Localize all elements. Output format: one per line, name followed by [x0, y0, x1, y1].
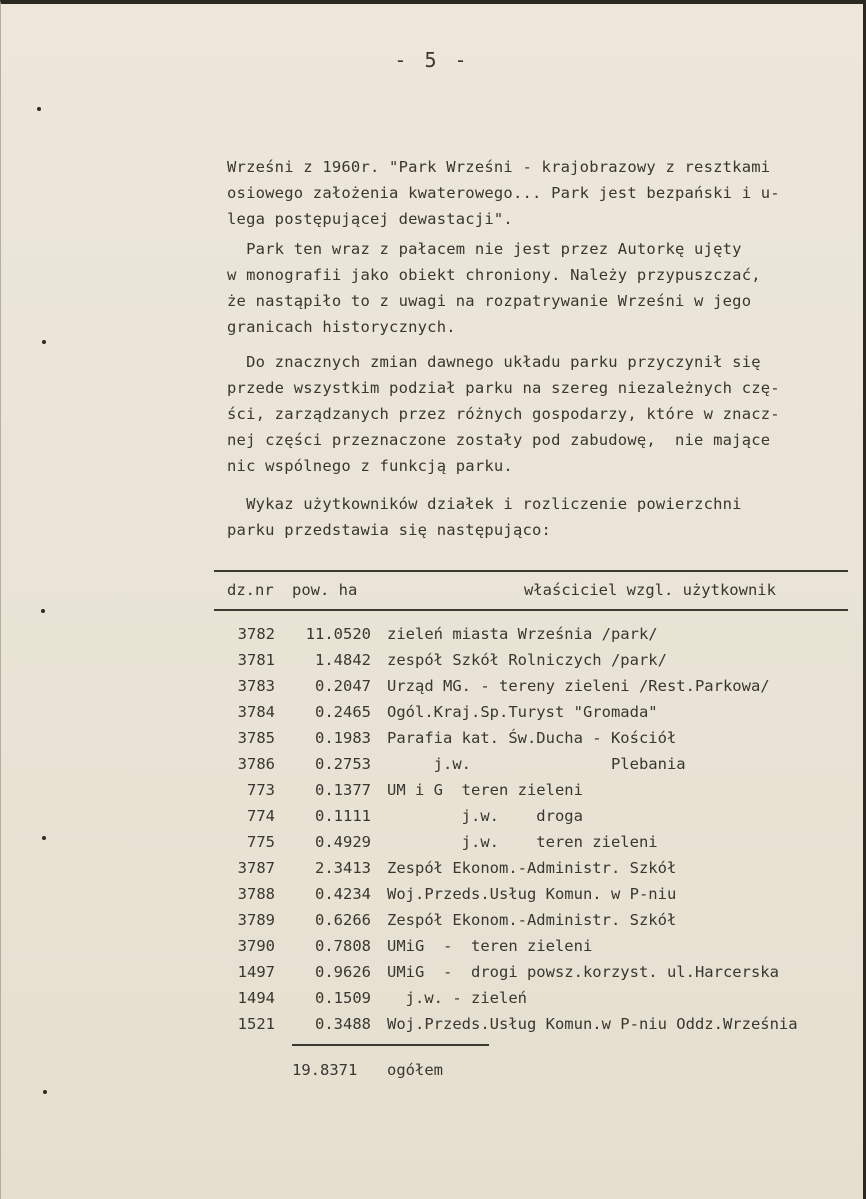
- punch-mark: [42, 340, 46, 344]
- plot-area: 0.1111: [315, 807, 371, 825]
- plot-number: 775: [247, 833, 275, 851]
- paragraph-2: Park ten wraz z pałacem nie jest przez Autorkę ujęty w monografii jako obiekt chroniony. Należy przypuszczać, że nastąpiło to z uwagi na rozpatrywanie Wrześni w jego granicach historycznych.: [227, 240, 761, 336]
- plot-owner: zieleń miasta Września /park/: [387, 625, 658, 643]
- plot-owner: j.w. droga: [387, 807, 583, 825]
- plot-number: 774: [247, 807, 275, 825]
- plot-owner: UM i G teren zieleni: [387, 781, 583, 799]
- plot-number: 1494: [237, 989, 275, 1007]
- plot-area: 0.4929: [315, 833, 371, 851]
- table-row: [1, 911, 866, 937]
- total-rule: [292, 1044, 489, 1046]
- table-row: [1, 989, 866, 1015]
- header-owner: właściciel wzgl. użytkownik: [524, 581, 776, 599]
- plot-owner: j.w. teren zieleni: [387, 833, 658, 851]
- plot-number: 3781: [237, 651, 275, 669]
- plot-number: 3784: [237, 703, 275, 721]
- plot-area: 0.1377: [315, 781, 371, 799]
- punch-mark: [41, 609, 45, 613]
- paragraph-1: Wrześni z 1960r. "Park Wrześni - krajobrazowy z resztkami osiowego założenia kwaterowego... Park jest bezpański i u- lega postępującej dewastacji".: [227, 158, 780, 228]
- plot-area: 0.1983: [315, 729, 371, 747]
- plot-owner: Zespół Ekonom.-Administr. Szkół: [387, 859, 677, 877]
- table-row: [1, 651, 866, 677]
- table-row: [1, 963, 866, 989]
- plot-number: 3787: [237, 859, 275, 877]
- plot-number: 3789: [237, 911, 275, 929]
- plot-owner: Ogól.Kraj.Sp.Turyst "Gromada": [387, 703, 658, 721]
- plot-number: 1497: [237, 963, 275, 981]
- table-row: [1, 1015, 866, 1041]
- header-area: pow. ha: [292, 581, 358, 599]
- table-row: [1, 885, 866, 911]
- punch-mark: [43, 1090, 47, 1094]
- plot-owner: j.w. - zieleń: [387, 989, 527, 1007]
- table-row: [1, 677, 866, 703]
- plot-owner: Woj.Przeds.Usług Komun.w P-niu Oddz.Września: [387, 1015, 798, 1033]
- plot-owner: UMiG - drogi powsz.korzyst. ul.Harcerska: [387, 963, 779, 981]
- table-row: [1, 781, 866, 807]
- plot-area: 0.1509: [315, 989, 371, 1007]
- plot-number: 773: [247, 781, 275, 799]
- table-row: [1, 859, 866, 885]
- paragraph-3: Do znacznych zmian dawnego układu parku przyczynił się przede wszystkim podział parku na szereg niezależnych czę- ści, zarządzanych przez różnych gospodarzy, które w znacz- nej części przeznaczone zostały pod zabudowę, nie mające nic wspólnego z funkcją parku.: [227, 353, 780, 475]
- plots-table: [1, 625, 866, 1041]
- plot-area: 0.4234: [315, 885, 371, 903]
- total-area: 19.8371: [292, 1061, 358, 1079]
- plot-number: 1521: [237, 1015, 275, 1033]
- plot-number: 3785: [237, 729, 275, 747]
- plot-number: 3782: [237, 625, 275, 643]
- table-row: [1, 937, 866, 963]
- plot-owner: j.w. Plebania: [387, 755, 686, 773]
- plot-owner: Zespół Ekonom.-Administr. Szkół: [387, 911, 677, 929]
- table-top-rule: [214, 570, 848, 572]
- paragraph-4: Wykaz użytkowników działek i rozliczenie powierzchni parku przedstawia się następująco:: [227, 495, 742, 539]
- page-number: - 5 -: [394, 48, 470, 72]
- plot-area: 0.2047: [315, 677, 371, 695]
- table-header-rule: [214, 609, 848, 611]
- plot-number: 3790: [237, 937, 275, 955]
- plot-owner: UMiG - teren zieleni: [387, 937, 593, 955]
- plot-owner: Parafia kat. Św.Ducha - Kościół: [387, 729, 677, 747]
- total-label: ogółem: [387, 1061, 443, 1079]
- plot-number: 3783: [237, 677, 275, 695]
- plot-area: 0.2753: [315, 755, 371, 773]
- header-plot-number: dz.nr: [227, 581, 274, 599]
- plot-owner: Woj.Przeds.Usług Komun. w P-niu: [387, 885, 677, 903]
- punch-mark: [37, 107, 41, 111]
- table-row: [1, 833, 866, 859]
- plot-area: 11.0520: [305, 625, 371, 643]
- plot-area: 2.3413: [315, 859, 371, 877]
- plot-area: 0.2465: [315, 703, 371, 721]
- plot-number: 3788: [237, 885, 275, 903]
- plot-number: 3786: [237, 755, 275, 773]
- table-row: [1, 807, 866, 833]
- plot-area: 0.7808: [315, 937, 371, 955]
- plot-owner: zespół Szkół Rolniczych /park/: [387, 651, 667, 669]
- plot-area: 0.6266: [315, 911, 371, 929]
- plot-area: 0.9626: [315, 963, 371, 981]
- plot-area: 1.4842: [315, 651, 371, 669]
- table-row: [1, 729, 866, 755]
- plot-area: 0.3488: [315, 1015, 371, 1033]
- plot-owner: Urząd MG. - tereny zieleni /Rest.Parkowa/: [387, 677, 770, 695]
- punch-mark: [42, 836, 46, 840]
- table-row: [1, 755, 866, 781]
- table-row: [1, 625, 866, 651]
- table-row: [1, 703, 866, 729]
